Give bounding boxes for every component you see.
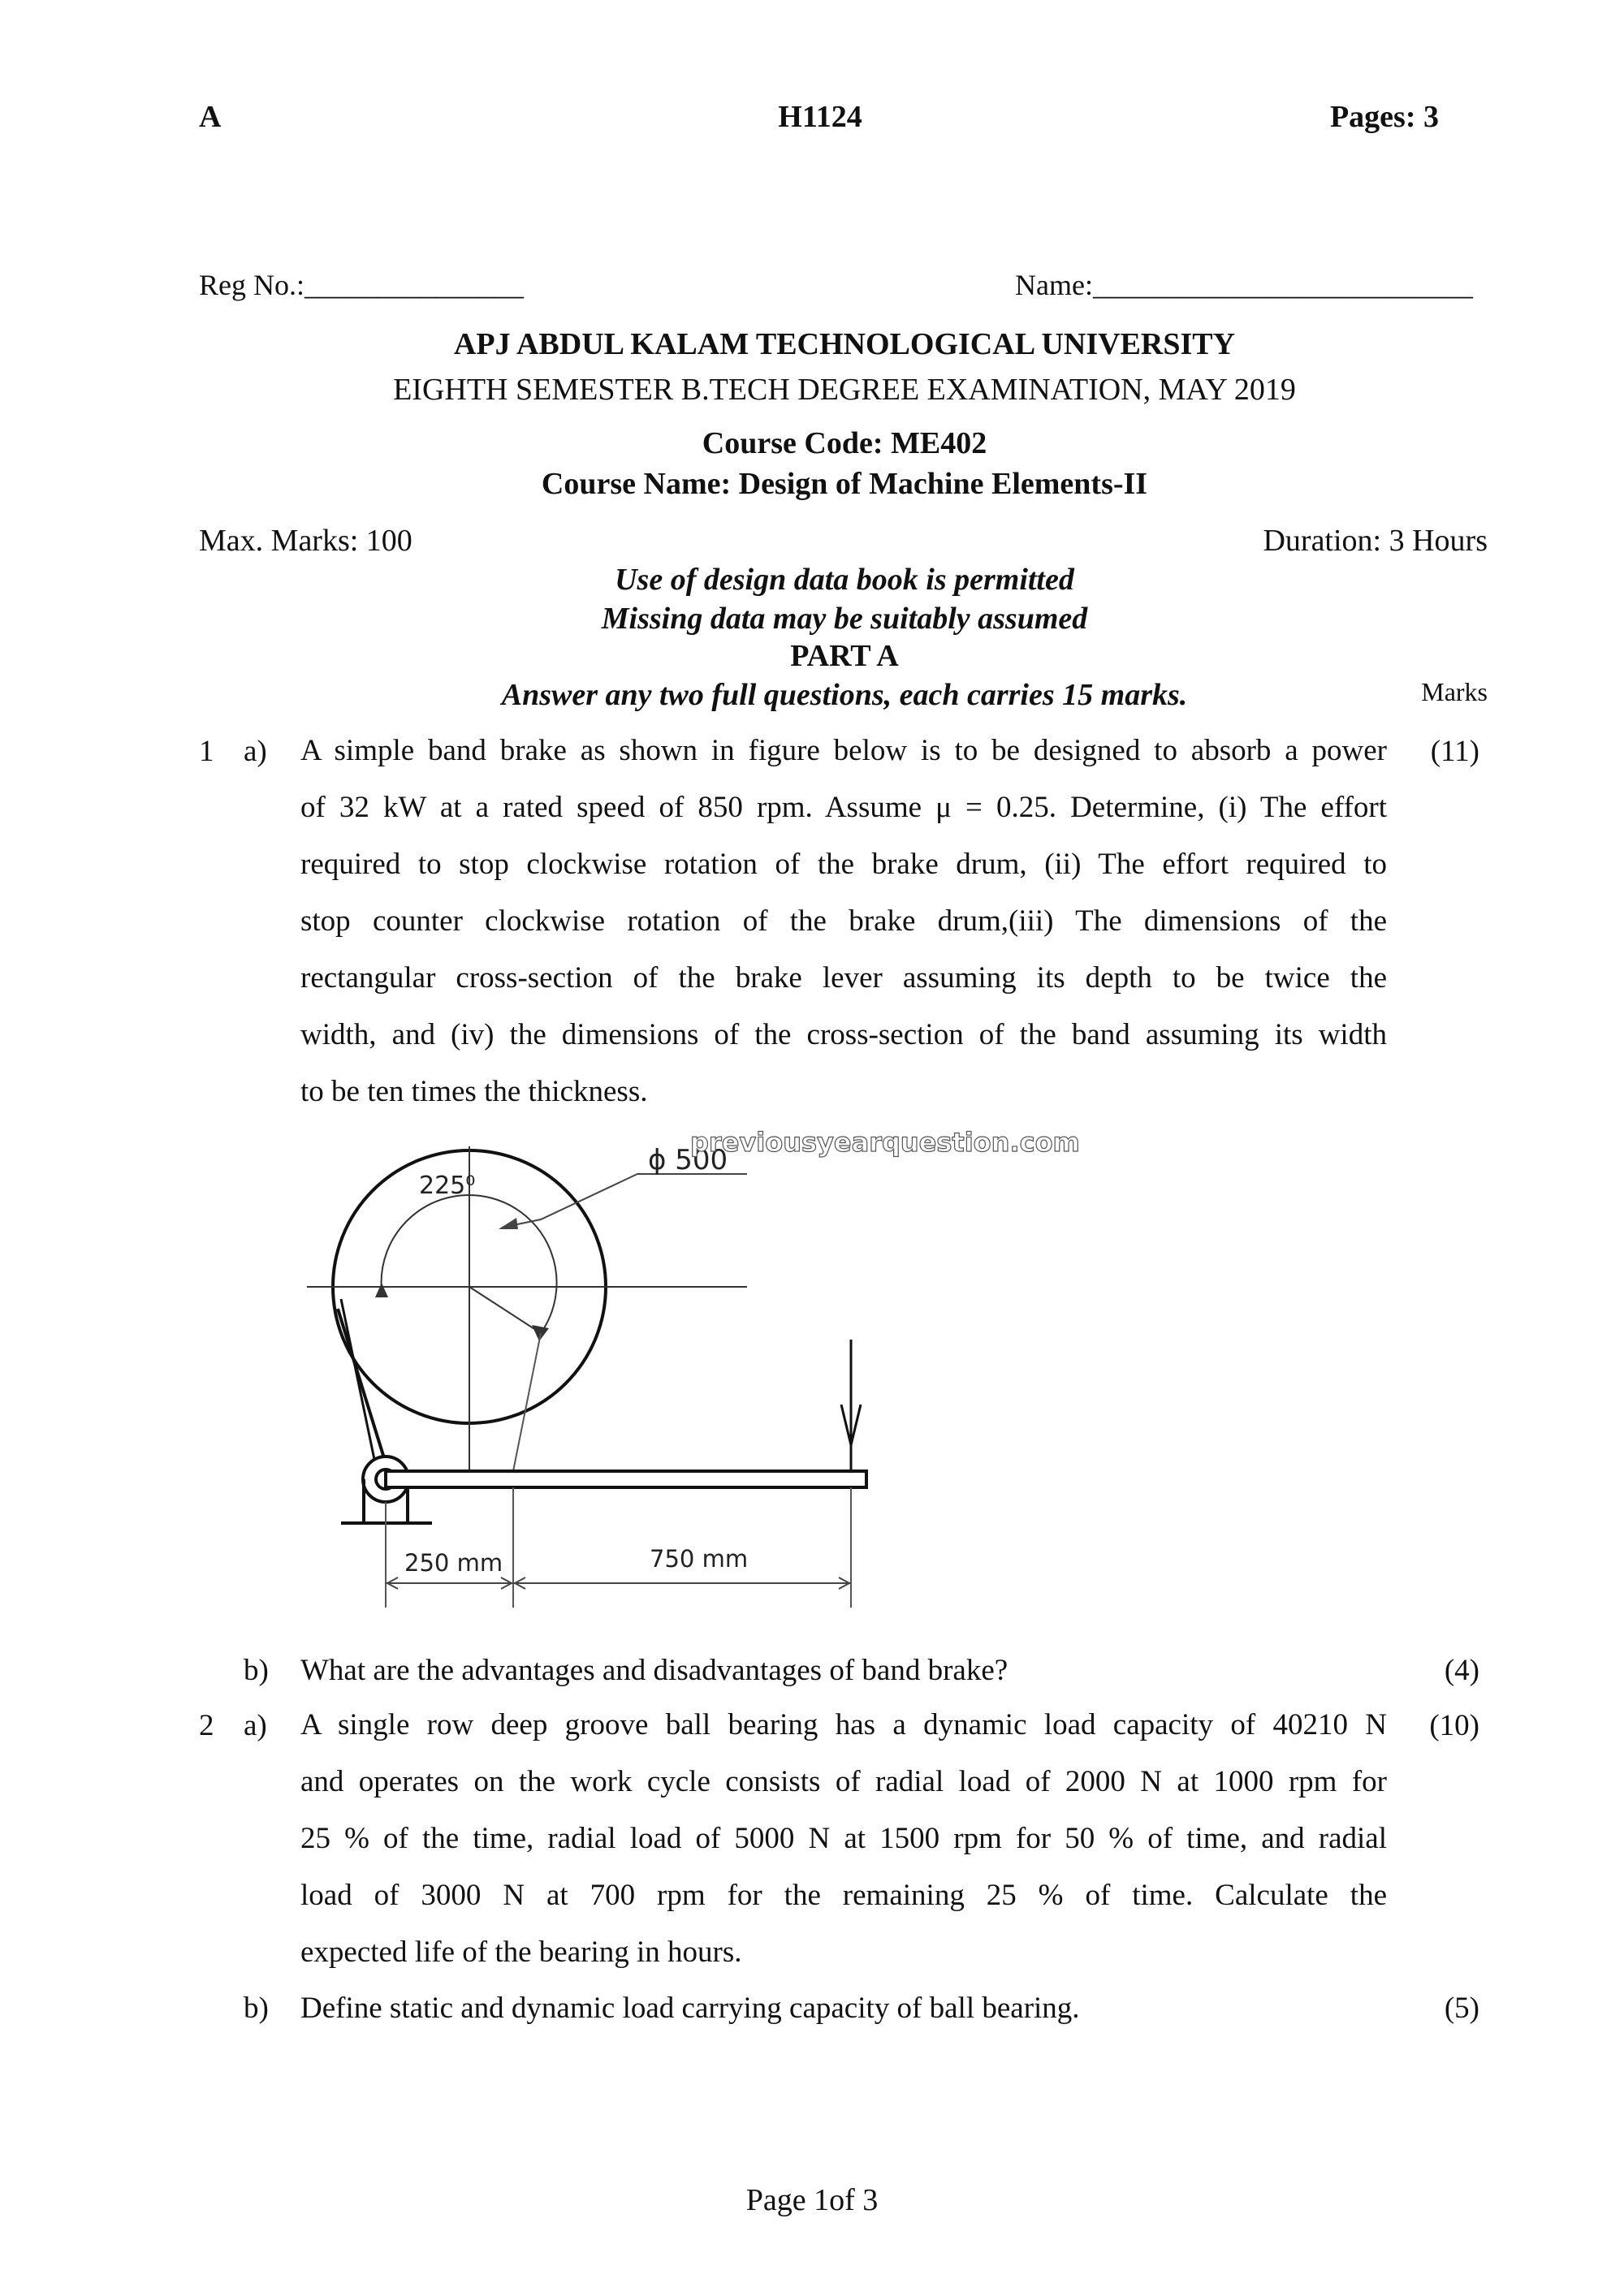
course-name: Course Name: Design of Machine Elements-II — [541, 467, 1148, 501]
duration: Duration: 3 Hours — [1263, 524, 1488, 558]
q2a-line: 25 % of the time, radial load of 5000 N at 1500 rpm for 50 % of time, and radial — [300, 1822, 1387, 1855]
question-1b-label: b) — [244, 1654, 269, 1687]
angle-arc-start-arrowhead — [375, 1283, 388, 1297]
course-code: Course Code: ME402 — [702, 426, 987, 460]
question-1b-marks: (4) — [1444, 1654, 1479, 1687]
q1a-line: width, and (iv) the dimensions of the cross-section of the band assuming its width — [300, 1018, 1387, 1051]
brake-lever — [386, 1471, 866, 1487]
question-1a-marks: (11) — [1430, 735, 1479, 768]
radius-line — [469, 1287, 541, 1333]
page-count: Pages: 3 — [1329, 100, 1439, 134]
page-footer: Page 1of 3 — [745, 2183, 879, 2217]
band-brake-figure — [284, 1120, 1080, 1624]
marks-header: Marks — [1421, 677, 1488, 706]
tangent-construction-line — [513, 1333, 541, 1471]
diameter-label: ϕ 500 — [648, 1144, 728, 1176]
reg-no-field: Reg No.:_______________ — [199, 269, 524, 301]
exam-set: A — [199, 100, 222, 134]
question-2b-text: Define static and dynamic load carrying capacity of ball bearing. — [300, 1992, 1080, 2025]
angle-label: 225⁰ — [419, 1172, 476, 1200]
watermark: previousyearquestion.com — [690, 1127, 1080, 1158]
q1a-line: stop counter clockwise rotation of the brake drum,(iii) The dimensions of the — [300, 904, 1387, 938]
question-2b-label: b) — [244, 1992, 269, 2025]
diameter-leader-arrowhead — [499, 1218, 518, 1229]
max-marks: Max. Marks: 100 — [199, 524, 412, 558]
question-2a-text — [300, 1697, 1387, 1981]
question-1a-text — [300, 723, 1387, 1120]
name-field: Name:__________________________ — [1015, 269, 1473, 301]
question-2a-label: a) — [244, 1709, 267, 1742]
q2a-line: and operates on the work cycle consists of radial load of 2000 N at 1000 rpm for — [300, 1765, 1387, 1798]
question-1b-text: What are the advantages and disadvantages of band brake? — [300, 1654, 1009, 1687]
paper-code: H1124 — [778, 100, 862, 134]
q1a-line: A simple band brake as shown in figure below is to be designed to absorb a power — [300, 734, 1387, 767]
q1a-line: rectangular cross-section of the brake lever assuming its depth to be twice the — [300, 961, 1387, 995]
question-2b-marks: (5) — [1444, 1992, 1479, 2025]
dim-250-label: 250 mm — [404, 1549, 503, 1577]
question-number-1: 1 — [199, 735, 214, 768]
instruction-1: Use of design data book is permitted — [615, 563, 1074, 597]
question-number-2: 2 — [199, 1709, 214, 1742]
q1a-line: of 32 kW at a rated speed of 850 rpm. Assume μ = 0.25. Determine, (i) The effort — [300, 791, 1387, 824]
q1a-line: to be ten times the thickness. — [300, 1075, 648, 1108]
q1a-line: required to stop clockwise rotation of the brake drum, (ii) The effort required to — [300, 848, 1387, 881]
university-name: APJ ABDUL KALAM TECHNOLOGICAL UNIVERSITY — [453, 327, 1236, 361]
band-slack-side — [341, 1299, 377, 1471]
dim-750-label: 750 mm — [650, 1545, 749, 1573]
question-1a-label: a) — [244, 735, 267, 768]
part-instruction: Answer any two full questions, each carries 15 marks. — [501, 678, 1188, 712]
q2a-line: A single row deep groove ball bearing has a dynamic load capacity of 40210 N — [300, 1708, 1387, 1741]
instruction-2: Missing data may be suitably assumed — [601, 602, 1088, 636]
question-2a-marks: (10) — [1429, 1709, 1479, 1742]
q2a-line: expected life of the bearing in hours. — [300, 1936, 742, 1969]
exam-title: EIGHTH SEMESTER B.TECH DEGREE EXAMINATION, MAY 2019 — [393, 373, 1296, 407]
diameter-leader — [502, 1174, 747, 1228]
q2a-line: load of 3000 N at 700 rpm for the remaining 25 % of time. Calculate the — [300, 1879, 1387, 1912]
part-heading: PART A — [790, 639, 899, 673]
